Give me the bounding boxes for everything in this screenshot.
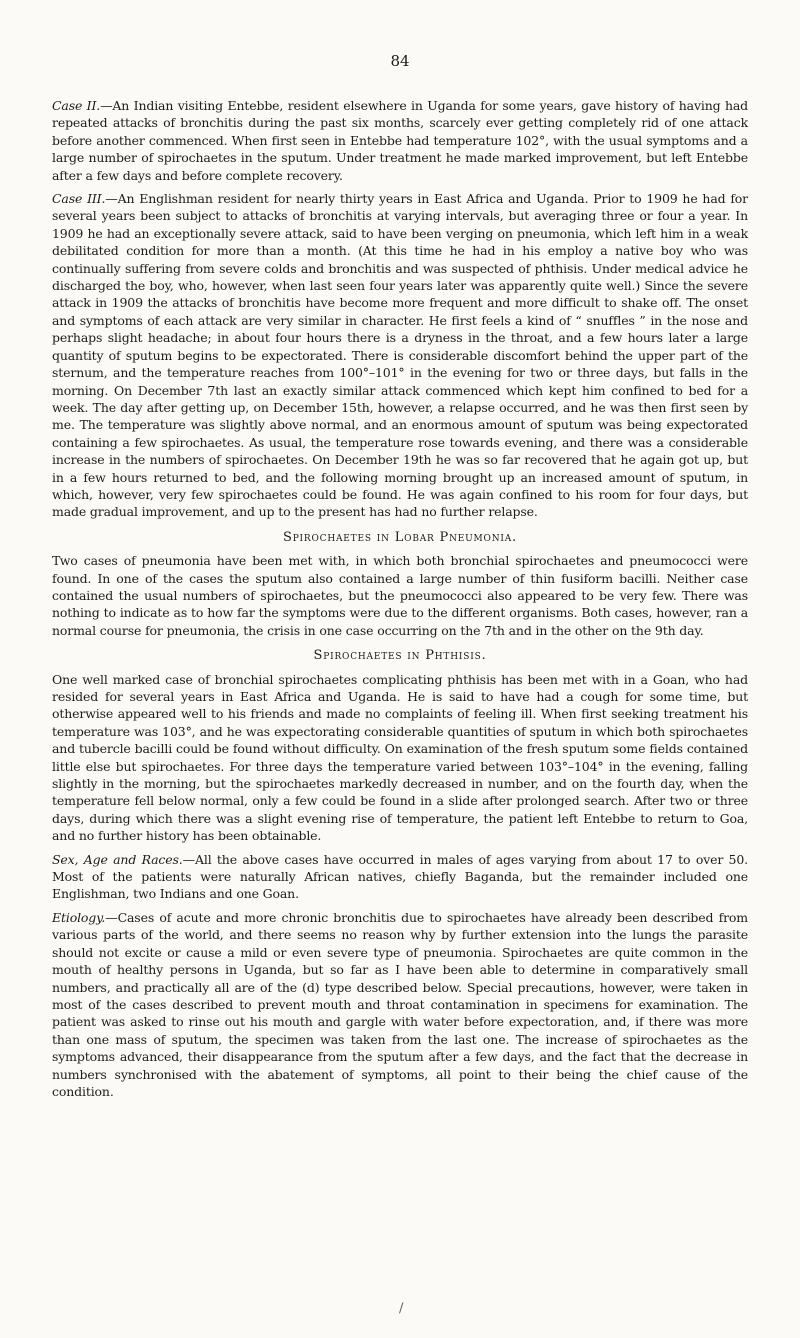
paragraph-case-ii [52, 97, 748, 184]
paragraph-pneumonia [52, 552, 748, 639]
paragraph-case-iii [52, 190, 748, 521]
phthisis-section [52, 671, 748, 1101]
paragraph-phthisis [52, 671, 748, 845]
paragraph-text: One well marked case of bronchial spirochaetes complicating phthisis has been met with in a Goan, who had resided for several years in East Africa and Uganda. He is said to have had a cough for some time, but otherwise appeared well to his friends and made no complaints of feeling ill. When first seeking treatment his temperature was 103°, and he was expectorating considerable quantities of sputum in which both spirochaetes and tubercle bacilli could be found without difficulty. On examination of the fresh sputum some fields contained little else but spirochaetes. For three days the temperature varied between 103°–104° in the evening, falling slightly in the morning, but the spirochaetes markedly decreased in number, and on the fourth day, when the temperature fell below normal, only a few could be found in a slide after prolonged search. After two or three days, during which there was a slight evening rise of temperature, the patient left Entebbe to return to Goa, and no further history has been obtainable. [52, 671, 748, 844]
paragraph-text: —All the above cases have occurred in males of ages varying from about 17 to over 50. Most of the patients were naturally African natives, chiefly Baganda, but the remainder included one Englishman, two Indians and one Goan. [52, 851, 748, 902]
stray-mark: / [399, 1301, 404, 1316]
paragraph-lead: Etiology. [52, 909, 106, 925]
paragraph-lead: Case II. [52, 98, 101, 113]
document-body [52, 97, 748, 1106]
paragraph-text: Two cases of pneumonia have been met with, in which both bronchial spirochaetes and pneumococci were found. In one of the cases the sputum also contained a large number of thin fusiform bacilli. Neither case contained the usual numbers of spirochaetes, but the pneumococci also appeared to be very few. There was nothing to indicate as to how far the symptoms were due to the different organisms. Both cases, however, ran a normal course for pneumonia, the crisis in one case occurring on the 7th and in the other on the 9th day. [52, 553, 748, 638]
paragraph-text: —An Indian visiting Entebbe, resident elsewhere in Uganda for some years, gave history of having had repeated attacks of bronchitis during the past six months, scarcely ever getting completely rid of one attack before another commenced. When first seen in Entebbe had temperature 102°, with the usual symptoms and a large number of spirochaetes in the sputum. Under treatment he made marked improvement, but left Entebbe after a few days and before complete recovery. [52, 98, 748, 183]
paragraph-lead: Case III. [52, 191, 106, 207]
case-reports-section [52, 97, 748, 521]
lobar-pneumonia-section [52, 552, 748, 639]
paragraph-lead: Sex, Age and Races. [52, 851, 183, 867]
paragraph-text: —Cases of acute and more chronic bronchitis due to spirochaetes have already been described from various parts of the world, and there seems no reason why by further extension into the lungs the parasite should not excite or cause a mild or even severe type of pneumonia. Spirochaetes are quite common in the mouth of healthy persons in Uganda, but so far as I have been able to determine in comparatively small numbers, and practically all are of the (d) type described below. Special precautions, however, were taken in most of the cases described to prevent mouth and throat contamination in specimens for examination. The patient was asked to rinse out his mouth and gargle with water before expectoration, and, if there was more than one mass of sputum, the specimen was taken from the last one. The increase of spirochaetes as the symptoms advanced, their disappearance from the sputum after a few days, and the fact that the decrease in numbers synchronised with the abatement of symptoms, all point to their being the chief cause of the condition. [52, 909, 748, 1099]
section-heading-lobar-pneumonia: Spirochaetes in Lobar Pneumonia. [283, 529, 517, 545]
page-number: 84 [390, 52, 410, 70]
paragraph-text: —An Englishman resident for nearly thirty years in East Africa and Uganda. Prior to 1909 he had for several years been subject to attacks of bronchitis at varying intervals, but averaging three or four a year. In 1909 he had an exceptionally severe attack, said to have been verging on pneumonia, which left him in a weak debilitated condition for more than a month. (At this time he had in his employ a native boy who was continually suffering from severe colds and bronchitis and was suspected of phthisis. Under medical advice he discharged the boy, who, however, when last seen four years later was apparently quite well.) Since the severe attack in 1909 the attacks of bronchitis have become more frequent and more difficult to shake off. The onset and symptoms of each attack are very similar in character. He first feels a kind of “ snuffles ” in the nose and perhaps slight headache; in about four hours there is a dryness in the throat, and a few hours later a large quantity of sputum begins to be expectorated. There is considerable discomfort behind the upper part of the sternum, and the temperature reaches from 100°–101° in the evening for two or three days, but falls in the morning. On December 7th last an exactly similar attack commenced which kept him confined to bed for a week. The day after getting up, on December 15th, however, a relapse occurred, and he was then first seen by me. The temperature was slightly above normal, and an enormous amount of sputum was being expectorated containing a few spirochaetes. As usual, the temperature rose towards evening, and there was a considerable increase in the numbers of spirochaetes. On December 19th he was so far recovered that he again got up, but in a few hours returned to bed, and the following morning brought up an increased amount of sputum, in which, however, very few spirochaetes could be found. He was again confined to his room for four days, but made gradual improvement, and up to the present has had no further relapse. [52, 191, 748, 520]
section-heading-phthisis: Spirochaetes in Phthisis. [313, 648, 487, 664]
paragraph-sex-age-races [52, 851, 748, 903]
paragraph-etiology [52, 909, 748, 1100]
